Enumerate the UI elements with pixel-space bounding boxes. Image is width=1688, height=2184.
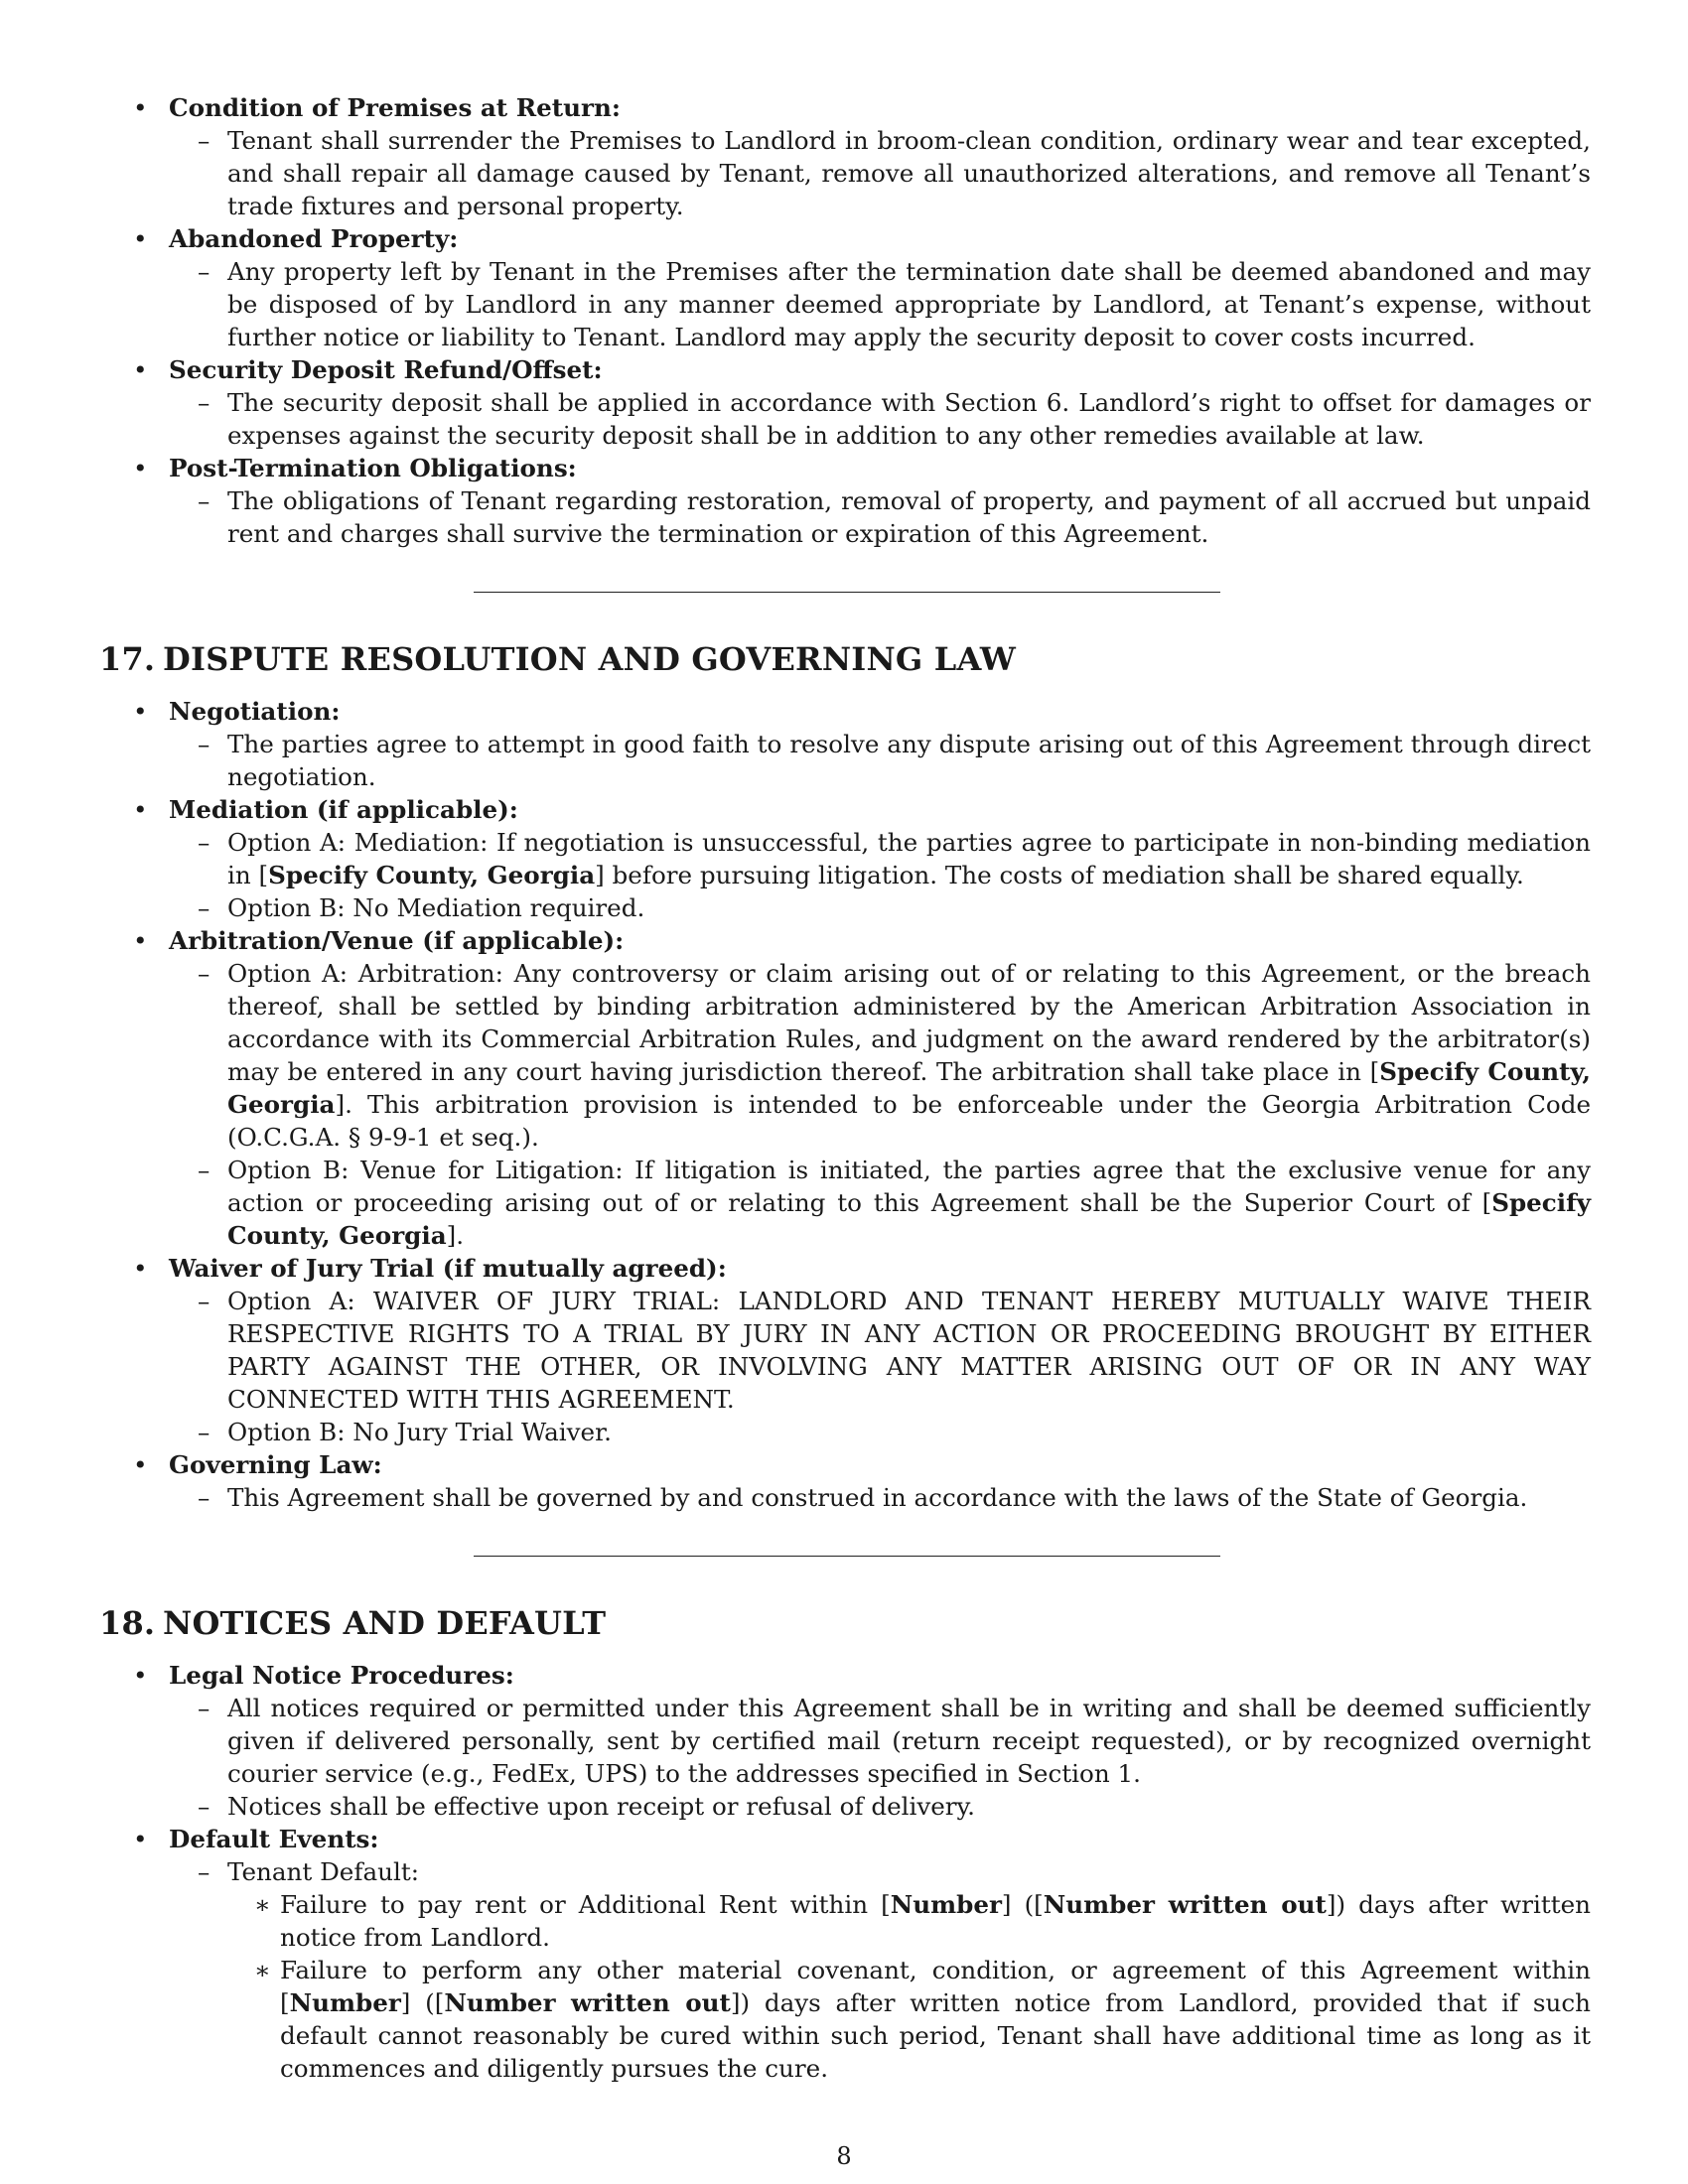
sub-item-text: Option A: Arbitration: Any controversy or claim arising out of or relating to this Agreement, or the breach thereof, shall be settled by binding arbitration administered by the American Arbitration Association in accordance with its Commercial Arbitration Rules, and judgment on the award rendered by the arbitrator(s) may be entered in any court having jurisdiction thereof. The arbitration shall take place in [Specify County, Georgia]. This arbitration provision is intended to be enforceable under the Georgia Arbitration Code (O.C.G.A. § 9-9-1 et seq.).	[227, 959, 1591, 1152]
sub-item-text: All notices required or permitted under this Agreement shall be in writing and shall be deemed sufficiently given if delivered personally, sent by certified mail (return receipt requested), or by recognized overnight courier service (e.g., FedEx, UPS) to the addresses specified in Section 1.	[227, 1694, 1591, 1788]
list-item	[99, 1252, 1591, 1448]
placeholder-field: Specify County, Georgia	[268, 861, 596, 889]
list-item	[99, 452, 1591, 550]
placeholder-field: Number	[890, 1890, 1002, 1919]
item-label: Arbitration/Venue (if applicable):	[169, 926, 625, 955]
sub-item: – Tenant Default: ∗ Failure to pay rent or Additional Rent within [Number] ([Number written out]) days after written notice from Landlord. ∗ Failure to perform any other material covenant, condition, or agreement of this Agreement within [Number] ([Number written out]) days after written notice from Landlord, provided that if such default cannot reasonably be cured within such period, Tenant shall have additional time as long as it commences and diligently pursues the cure.	[198, 1857, 1591, 2083]
sub-item-text: Any property left by Tenant in the Premises after the termination date shall be deemed abandoned and may be disposed of by Landlord in any manner deemed appropriate by Landlord, at Tenant’s expense, without further notice or liability to Tenant. Landlord may apply the security deposit to cover costs incurred.	[227, 257, 1591, 351]
item-label: Security Deposit Refund/Offset:	[169, 355, 603, 384]
bullet: •	[133, 1450, 148, 1479]
placeholder-field: Number written out	[1043, 1890, 1327, 1919]
sub-item-text: Option A: Mediation: If negotiation is unsuccessful, the parties agree to participate in non-binding mediation in [Specify County, Georgia] before pursuing litigation. The costs of mediation shall be shared equally.	[227, 828, 1591, 889]
list-item	[99, 1659, 1591, 1823]
bullet: •	[133, 355, 148, 384]
list-item	[99, 1448, 1591, 1514]
page-number: 8	[836, 2142, 852, 2170]
bullet: •	[133, 1825, 148, 1853]
sub-item: – Option A: Mediation: If negotiation is unsuccessful, the parties agree to participate in non-binding mediation in [Specify County, Georgia] before pursuing litigation. The costs of mediation shall be shared equally.	[198, 828, 1591, 889]
item-label: Governing Law:	[169, 1450, 382, 1479]
sub-item-text: Option A: WAIVER OF JURY TRIAL: LANDLORD AND TENANT HEREBY MUTUALLY WAIVE THEIR RESPECTIVE RIGHTS TO A TRIAL BY JURY IN ANY ACTION OR PROCEEDING BROUGHT BY EITHER PARTY AGAINST THE OTHER, OR INVOLVING ANY MATTER ARISING OUT OF OR IN ANY WAY CONNECTED WITH THIS AGREEMENT.	[227, 1287, 1591, 1414]
sub-item-text: Tenant shall surrender the Premises to Landlord in broom-clean condition, ordinary wear and tear excepted, and shall repair all damage caused by Tenant, remove all unauthorized alterations, and remove all Tenant’s trade fixtures and personal property.	[227, 126, 1591, 220]
sub-item: – This Agreement shall be governed by and construed in accordance with the laws of the State of Georgia.	[198, 1483, 1528, 1512]
item-label: Mediation (if applicable):	[169, 795, 518, 824]
item-label: Negotiation:	[169, 697, 341, 726]
sub-item: – The parties agree to attempt in good faith to resolve any dispute arising out of this Agreement through direct negotiation.	[198, 730, 1591, 791]
sub-sub-item: ∗ Failure to pay rent or Additional Rent within [Number] ([Number written out]) days after written notice from Landlord.	[254, 1890, 1591, 1952]
sub-item: – Option B: No Jury Trial Waiver.	[198, 1418, 612, 1446]
section-17-list	[99, 695, 1591, 1514]
sub-item: – Any property left by Tenant in the Premises after the termination date shall be deemed abandoned and may be disposed of by Landlord in any manner deemed appropriate by Landlord, at Tenant’s expense, without further notice or liability to Tenant. Landlord may apply the security deposit to cover costs incurred.	[198, 257, 1591, 351]
placeholder-field: Specify County, Georgia	[227, 1057, 1591, 1119]
item-label: Post-Termination Obligations:	[169, 454, 577, 482]
termination-list	[99, 91, 1591, 550]
item-label: Condition of Premises at Return:	[169, 93, 621, 122]
item-label: Default Events:	[169, 1825, 379, 1853]
sub-item-text: Tenant Default:	[227, 1857, 420, 1886]
sub-item-text: Option B: No Jury Trial Waiver.	[227, 1418, 612, 1446]
sub-item: – The security deposit shall be applied in accordance with Section 6. Landlord’s right to offset for damages or expenses against the security deposit shall be in addition to any other remedies available at law.	[198, 388, 1591, 450]
list-item	[99, 924, 1591, 1252]
list-item	[99, 353, 1591, 452]
sub-sub-item-text: Failure to pay rent or Additional Rent within [Number] ([Number written out]) days after written notice from Landlord.	[280, 1890, 1591, 1952]
sub-item: – Option A: Arbitration: Any controversy or claim arising out of or relating to this Agreement, or the breach thereof, shall be settled by binding arbitration administered by the American Arbitration Association in accordance with its Commercial Arbitration Rules, and judgment on the award rendered by the arbitrator(s) may be entered in any court having jurisdiction thereof. The arbitration shall take place in [Specify County, Georgia]. This arbitration provision is intended to be enforceable under the Georgia Arbitration Code (O.C.G.A. § 9-9-1 et seq.).	[198, 959, 1591, 1152]
sub-item-text: The obligations of Tenant regarding restoration, removal of property, and payment of all accrued but unpaid rent and charges shall survive the termination or expiration of this Agreement.	[227, 486, 1591, 548]
section-18-list	[99, 1659, 1591, 2085]
sub-sub-item-text: Failure to perform any other material covenant, condition, or agreement of this Agreement within [Number] ([Number written out]) days after written notice from Landlord, provided that if such default cannot reasonably be cured within such period, Tenant shall have additional time as long as it commences and diligently pursues the cure.	[280, 1956, 1591, 2083]
list-item	[99, 793, 1591, 924]
sub-item-text: Notices shall be effective upon receipt or refusal of delivery.	[227, 1792, 976, 1821]
section-heading-18: 18. NOTICES AND DEFAULT	[99, 1604, 607, 1642]
item-label: Legal Notice Procedures:	[169, 1661, 514, 1690]
section-heading-17: 17. DISPUTE RESOLUTION AND GOVERNING LAW	[99, 640, 1017, 678]
sub-sub-item: ∗ Failure to perform any other material covenant, condition, or agreement of this Agreement within [Number] ([Number written out]) days after written notice from Landlord, provided that if such default cannot reasonably be cured within such period, Tenant shall have additional time as long as it commences and diligently pursues the cure.	[254, 1956, 1591, 2083]
sub-item: – Tenant shall surrender the Premises to Landlord in broom-clean condition, ordinary wear and tear excepted, and shall repair all damage caused by Tenant, remove all unauthorized alterations, and remove all Tenant’s trade fixtures and personal property.	[198, 126, 1591, 220]
sub-item-text: The parties agree to attempt in good faith to resolve any dispute arising out of this Agreement through direct negotiation.	[227, 730, 1591, 791]
list-item	[99, 1823, 1591, 2085]
sub-item: – All notices required or permitted under this Agreement shall be in writing and shall be deemed sufficiently given if delivered personally, sent by certified mail (return receipt requested), or by recognized overnight courier service (e.g., FedEx, UPS) to the addresses specified in Section 1.	[198, 1694, 1591, 1788]
section-divider	[474, 592, 1220, 593]
sub-item: – Option B: Venue for Litigation: If litigation is initiated, the parties agree that the exclusive venue for any action or proceeding arising out of or relating to this Agreement shall be the Superior Court of [Specify County, Georgia].	[198, 1156, 1591, 1250]
bullet: •	[133, 697, 148, 726]
sub-item: – The obligations of Tenant regarding restoration, removal of property, and payment of all accrued but unpaid rent and charges shall survive the termination or expiration of this Agreement.	[198, 486, 1591, 548]
sub-item-text: The security deposit shall be applied in accordance with Section 6. Landlord’s right to offset for damages or expenses against the security deposit shall be in addition to any other remedies available at law.	[227, 388, 1591, 450]
placeholder-field: Specify County, Georgia	[227, 1188, 1591, 1250]
bullet: •	[133, 795, 148, 824]
list-item	[99, 91, 1591, 222]
item-label: Abandoned Property:	[169, 224, 459, 253]
sub-item: – Option A: WAIVER OF JURY TRIAL: LANDLORD AND TENANT HEREBY MUTUALLY WAIVE THEIR RESPECTIVE RIGHTS TO A TRIAL BY JURY IN ANY ACTION OR PROCEEDING BROUGHT BY EITHER PARTY AGAINST THE OTHER, OR INVOLVING ANY MATTER ARISING OUT OF OR IN ANY WAY CONNECTED WITH THIS AGREEMENT.	[198, 1287, 1591, 1414]
bullet: •	[133, 926, 148, 955]
sub-item: – Option B: No Mediation required.	[198, 893, 645, 922]
bullet: •	[133, 1661, 148, 1690]
document-page	[99, 91, 1591, 2085]
bullet: •	[133, 93, 148, 122]
bullet: •	[133, 454, 148, 482]
sub-item: – Notices shall be effective upon receipt or refusal of delivery.	[198, 1792, 976, 1821]
bullet: •	[133, 1254, 148, 1283]
list-item	[99, 222, 1591, 353]
item-label: Waiver of Jury Trial (if mutually agreed):	[169, 1254, 727, 1283]
sub-item-text: This Agreement shall be governed by and construed in accordance with the laws of the State of Georgia.	[227, 1483, 1528, 1512]
sub-item-text: Option B: Venue for Litigation: If litigation is initiated, the parties agree that the exclusive venue for any action or proceeding arising out of or relating to this Agreement shall be the Superior Court of [Specify County, Georgia].	[227, 1156, 1591, 1250]
placeholder-field: Number	[289, 1988, 401, 2017]
sub-item-text: Option B: No Mediation required.	[227, 893, 645, 922]
section-divider	[474, 1556, 1220, 1557]
placeholder-field: Number written out	[444, 1988, 731, 2017]
section-title: NOTICES AND DEFAULT	[163, 1604, 607, 1642]
section-title: DISPUTE RESOLUTION AND GOVERNING LAW	[163, 640, 1017, 678]
bullet: •	[133, 224, 148, 253]
list-item	[99, 695, 1591, 793]
